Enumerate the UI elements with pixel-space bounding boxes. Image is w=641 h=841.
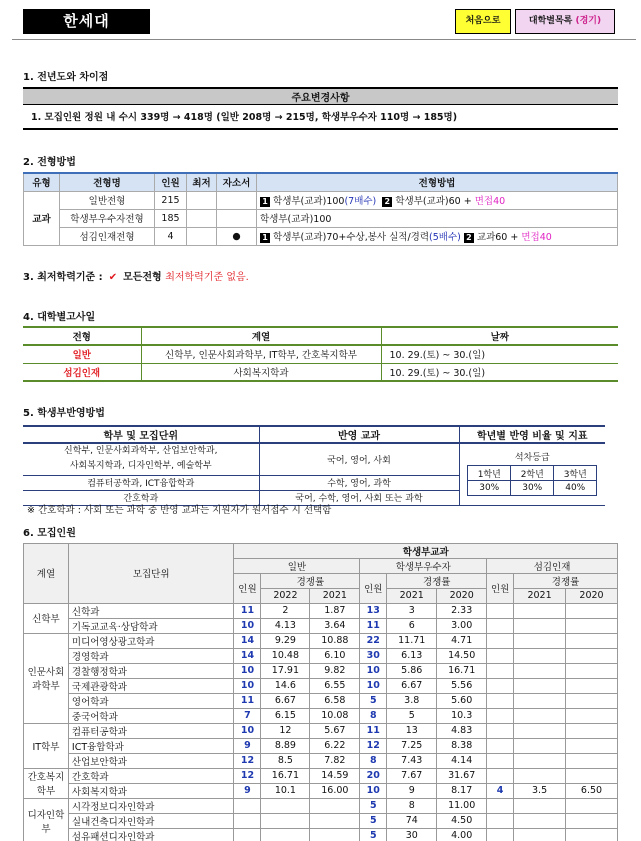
general-competition-2022: 8.5: [261, 753, 310, 768]
department-name: 신학과: [68, 603, 234, 618]
general-count: 10: [234, 678, 261, 693]
serve-count: [487, 798, 514, 813]
serve-competition-2021: [514, 648, 566, 663]
serve-competition-2020: [566, 618, 618, 633]
general-competition-2022: 16.71: [261, 768, 310, 783]
serve-competition-2021: [514, 633, 566, 648]
excellent-count: 12: [360, 738, 387, 753]
general-count: 12: [234, 753, 261, 768]
general-competition-2021: 14.59: [310, 768, 360, 783]
unit-cell: 간호학과: [23, 490, 259, 505]
table-row: [24, 678, 618, 693]
general-count: 10: [234, 618, 261, 633]
header-type: 유형: [24, 173, 60, 191]
serve-competition-2020: [566, 813, 618, 828]
header-year: 2020: [437, 589, 487, 604]
excellent-competition-2021: 7.43: [387, 753, 437, 768]
subjects-cell: 국어, 수학, 영어, 사회 또는 과학: [259, 490, 459, 505]
table-row: [24, 693, 618, 708]
serve-count: [487, 663, 514, 678]
general-count: 14: [234, 648, 261, 663]
year-ratio: 30%: [511, 481, 554, 496]
table-row: [24, 813, 618, 828]
general-competition-2021: 10.88: [310, 633, 360, 648]
changes-content: 1. 모집인원 정원 내 수시 339명 → 418명 (일반 208명 → 215명, 학생부우수자 110명 → 185명): [23, 105, 618, 129]
department-name: 중국어학과: [68, 708, 234, 723]
step-2-badge: 2: [382, 197, 392, 207]
field-group: 신학부: [24, 603, 69, 633]
excellent-competition-2021: 8: [387, 798, 437, 813]
general-competition-2022: 4.13: [261, 618, 310, 633]
section-1-title: 1. 전년도와 차이점: [23, 72, 109, 83]
serve-competition-2021: [514, 753, 566, 768]
header-count: 인원: [155, 173, 187, 191]
excellent-count: 10: [360, 783, 387, 798]
general-competition-2022: 2: [261, 603, 310, 618]
serve-count: 4: [487, 783, 514, 798]
serve-competition-2021: 3.5: [514, 783, 566, 798]
field-group: IT학부: [24, 723, 69, 768]
unit-cell: [23, 443, 259, 475]
general-competition-2021: 1.87: [310, 603, 360, 618]
excellent-count: 11: [360, 618, 387, 633]
serve-count: [487, 648, 514, 663]
serve-competition-2020: [566, 723, 618, 738]
admission-name: 학생부우수자전형: [60, 209, 155, 227]
table-row: [24, 603, 618, 618]
excellent-competition-2020: 3.00: [437, 618, 487, 633]
serve-competition-2020: [566, 738, 618, 753]
excellent-competition-2021: 30: [387, 828, 437, 841]
serve-competition-2020: [566, 678, 618, 693]
minimum-label: 모든전형: [123, 272, 162, 283]
excellent-competition-2020: 5.56: [437, 678, 487, 693]
excellent-competition-2020: 8.38: [437, 738, 487, 753]
department-name: 경영학과: [68, 648, 234, 663]
table-row: [24, 723, 618, 738]
general-competition-2021: 5.67: [310, 723, 360, 738]
serve-competition-2021: [514, 678, 566, 693]
excellent-competition-2020: 31.67: [437, 768, 487, 783]
excellent-count: 13: [360, 603, 387, 618]
header-method: 전형방법: [257, 173, 618, 191]
header-ratio: 학년별 반영 비율 및 지표: [459, 426, 605, 443]
serve-count: [487, 813, 514, 828]
header-year: 2020: [566, 589, 618, 604]
header-competition: 경쟁률: [514, 574, 618, 589]
exam-type: 섬김인재: [23, 363, 141, 381]
record-reflection-table: [23, 425, 605, 506]
section-3: [23, 268, 249, 283]
step-1-badge: 1: [260, 197, 270, 207]
admission-count: 4: [155, 227, 187, 245]
serve-competition-2020: [566, 798, 618, 813]
general-competition-2022: 12: [261, 723, 310, 738]
year-label: 2학년: [511, 466, 554, 481]
department-name: 국제관광학과: [68, 678, 234, 693]
exam-field: 사회복지학과: [141, 363, 381, 381]
general-count: 7: [234, 708, 261, 723]
section-3-title: 3. 최저학력기준 :: [23, 272, 103, 283]
general-count: [234, 828, 261, 841]
table-row: [24, 768, 618, 783]
header-date: 날짜: [381, 327, 618, 345]
header-unit: 학부 및 모집단위: [23, 426, 259, 443]
serve-competition-2020: [566, 708, 618, 723]
step-1-badge: 1: [260, 233, 270, 243]
header-year: 2021: [514, 589, 566, 604]
general-competition-2022: 10.1: [261, 783, 310, 798]
serve-competition-2020: [566, 648, 618, 663]
serve-count: [487, 633, 514, 648]
serve-competition-2021: [514, 618, 566, 633]
excellent-count: 22: [360, 633, 387, 648]
admission-count: 185: [155, 209, 187, 227]
serve-competition-2020: [566, 603, 618, 618]
university-list-button[interactable]: [515, 9, 615, 34]
list-button-label: 대학별목록: [528, 16, 573, 26]
excellent-competition-2021: 5: [387, 708, 437, 723]
excellent-count: 5: [360, 813, 387, 828]
serve-competition-2021: [514, 813, 566, 828]
university-name: 한세대: [23, 9, 150, 34]
general-competition-2021: 7.82: [310, 753, 360, 768]
method-interview: 면접40: [521, 232, 552, 243]
method-step-1-multiplier: (7배수): [344, 196, 377, 207]
header-count: 인원: [487, 574, 514, 604]
header-year: 2022: [261, 589, 310, 604]
general-competition-2022: 6.15: [261, 708, 310, 723]
general-competition-2022: [261, 798, 310, 813]
serve-competition-2020: [566, 828, 618, 841]
table-row: [24, 828, 618, 841]
method-step-1: 학생부(교과)100: [270, 196, 345, 207]
department-name: 경찰행정학과: [68, 663, 234, 678]
serve-count: [487, 603, 514, 618]
serve-competition-2020: [566, 693, 618, 708]
excellent-competition-2020: 4.83: [437, 723, 487, 738]
section-5-title: 5. 학생부반영방법: [23, 408, 105, 419]
department-name: 기독교교육·상담학과: [68, 618, 234, 633]
excellent-competition-2021: 11.71: [387, 633, 437, 648]
excellent-competition-2020: 4.14: [437, 753, 487, 768]
admission-method: 학생부(교과)100: [257, 209, 618, 227]
general-competition-2021: 6.58: [310, 693, 360, 708]
table-row: [24, 753, 618, 768]
field-group: 인문사회과학부: [24, 633, 69, 723]
grade-label: 석차등급: [514, 453, 550, 464]
general-competition-2021: 9.82: [310, 663, 360, 678]
header-unit: 모집단위: [68, 544, 234, 604]
general-competition-2022: 9.29: [261, 633, 310, 648]
general-count: 10: [234, 723, 261, 738]
year-label: 1학년: [468, 466, 511, 481]
general-competition-2021: 6.22: [310, 738, 360, 753]
excellent-count: 10: [360, 663, 387, 678]
header-excellent: 학생부우수자: [360, 559, 487, 574]
general-competition-2021: [310, 813, 360, 828]
serve-count: [487, 828, 514, 841]
header-count: 인원: [234, 574, 261, 604]
admission-essay: [217, 209, 257, 227]
excellent-competition-2020: 4.71: [437, 633, 487, 648]
year-ratio: 30%: [468, 481, 511, 496]
unit-line-2: 사회복지학과, 디자인학부, 예술학부: [69, 461, 212, 472]
section-5-note: ※ 간호학과 : 사회 또는 과학 중 반영 교과는 지원자가 원서접수 시 선택함: [27, 505, 332, 516]
serve-competition-2020: [566, 663, 618, 678]
section-2-title: 2. 전형방법: [23, 157, 76, 168]
method-step-2: 학생부(교과)60 +: [392, 196, 475, 207]
admission-minimum: [187, 191, 217, 209]
excellent-count: 30: [360, 648, 387, 663]
general-competition-2021: 6.55: [310, 678, 360, 693]
header-field: 계열: [24, 544, 69, 604]
table-row: [24, 663, 618, 678]
excellent-competition-2020: 4.50: [437, 813, 487, 828]
serve-count: [487, 693, 514, 708]
general-count: [234, 798, 261, 813]
general-competition-2021: [310, 828, 360, 841]
general-competition-2021: 16.00: [310, 783, 360, 798]
general-competition-2021: 10.08: [310, 708, 360, 723]
department-name: 미디어영상광고학과: [68, 633, 234, 648]
general-competition-2022: [261, 813, 310, 828]
excellent-count: 8: [360, 753, 387, 768]
serve-count: [487, 723, 514, 738]
excellent-competition-2021: 7.25: [387, 738, 437, 753]
method-step-2: 교과60 +: [473, 232, 522, 243]
list-button-region: (경기): [575, 16, 602, 26]
excellent-competition-2020: 11.00: [437, 798, 487, 813]
general-count: [234, 813, 261, 828]
excellent-competition-2021: 9: [387, 783, 437, 798]
excellent-competition-2020: 14.50: [437, 648, 487, 663]
department-name: 영어학과: [68, 693, 234, 708]
admission-name: 섬김인재전형: [60, 227, 155, 245]
serve-count: [487, 753, 514, 768]
admission-method-table: [23, 172, 618, 246]
excellent-count: 11: [360, 723, 387, 738]
year-label: 3학년: [554, 466, 597, 481]
ratio-table: [467, 465, 597, 496]
step-2-badge: 2: [464, 233, 474, 243]
table-row: [24, 618, 618, 633]
changes-header: 주요변경사항: [23, 88, 618, 105]
serve-competition-2020: [566, 633, 618, 648]
serve-competition-2021: [514, 603, 566, 618]
serve-count: [487, 708, 514, 723]
header-count: 인원: [360, 574, 387, 604]
admission-method: [257, 191, 618, 209]
unit-cell: 컴퓨터공학과, ICT융합학과: [23, 475, 259, 490]
header-year: 2021: [310, 589, 360, 604]
header-type: 전형: [23, 327, 141, 345]
header-main: 학생부교과: [234, 544, 618, 559]
exam-date: 10. 29.(토) ~ 30.(일): [381, 345, 618, 363]
method-step-1-multiplier: (5배수): [429, 232, 461, 243]
excellent-count: 5: [360, 693, 387, 708]
field-group: 간호복지학부: [24, 768, 69, 798]
excellent-competition-2021: 7.67: [387, 768, 437, 783]
subjects-cell: 수학, 영어, 과학: [259, 475, 459, 490]
serve-count: [487, 768, 514, 783]
excellent-competition-2020: 8.17: [437, 783, 487, 798]
admission-count: 215: [155, 191, 187, 209]
recruitment-table: [23, 543, 618, 841]
method-step-1: 학생부(교과)70+수상,봉사 실적/경력: [270, 232, 430, 243]
admission-essay: ●: [217, 227, 257, 245]
admission-name: 일반전형: [60, 191, 155, 209]
table-row: [24, 798, 618, 813]
serve-competition-2021: [514, 723, 566, 738]
general-count: 11: [234, 603, 261, 618]
department-name: 사회복지학과: [68, 783, 234, 798]
header-minimum: 최저: [187, 173, 217, 191]
table-row: [24, 633, 618, 648]
header-competition: 경쟁률: [261, 574, 360, 589]
check-icon: ✔: [108, 272, 118, 283]
excellent-count: 8: [360, 708, 387, 723]
excellent-competition-2021: 6.67: [387, 678, 437, 693]
header-year: 2021: [387, 589, 437, 604]
home-button[interactable]: 처음으로: [455, 9, 511, 34]
general-count: 9: [234, 738, 261, 753]
general-competition-2022: 10.48: [261, 648, 310, 663]
general-competition-2021: [310, 798, 360, 813]
general-count: 11: [234, 693, 261, 708]
type-cell: 교과: [24, 191, 60, 245]
excellent-count: 10: [360, 678, 387, 693]
divider: [12, 39, 636, 40]
serve-competition-2021: [514, 663, 566, 678]
department-name: 섬유패션디자인학과: [68, 828, 234, 841]
exam-field: 신학부, 인문사회과학부, IT학부, 간호복지학부: [141, 345, 381, 363]
header-name: 전형명: [60, 173, 155, 191]
method-interview: 면접40: [474, 196, 506, 207]
general-count: 10: [234, 663, 261, 678]
general-competition-2022: 6.67: [261, 693, 310, 708]
excellent-competition-2021: 74: [387, 813, 437, 828]
serve-count: [487, 738, 514, 753]
field-group: 디자인학부: [24, 798, 69, 841]
admission-minimum: [187, 209, 217, 227]
table-row: [24, 783, 618, 798]
excellent-competition-2020: 5.60: [437, 693, 487, 708]
general-count: 12: [234, 768, 261, 783]
excellent-count: 20: [360, 768, 387, 783]
unit-line-1: 신학부, 인문사회과학부, 산업보안학과,: [64, 446, 218, 457]
excellent-competition-2021: 13: [387, 723, 437, 738]
excellent-competition-2021: 6: [387, 618, 437, 633]
recruitment-body: [24, 603, 618, 841]
excellent-competition-2020: 10.3: [437, 708, 487, 723]
changes-table: [23, 87, 618, 130]
header-general: 일반: [234, 559, 360, 574]
department-name: 시각정보디자인학과: [68, 798, 234, 813]
department-name: 산업보안학과: [68, 753, 234, 768]
general-competition-2022: 17.91: [261, 663, 310, 678]
excellent-competition-2021: 3.8: [387, 693, 437, 708]
excellent-count: 5: [360, 828, 387, 841]
serve-competition-2021: [514, 798, 566, 813]
excellent-competition-2020: 2.33: [437, 603, 487, 618]
serve-count: [487, 678, 514, 693]
exam-date: 10. 29.(토) ~ 30.(일): [381, 363, 618, 381]
section-6-title: 6. 모집인원: [23, 528, 76, 539]
admission-minimum: [187, 227, 217, 245]
general-competition-2021: 3.64: [310, 618, 360, 633]
serve-competition-2021: [514, 828, 566, 841]
section-4-title: 4. 대학별고사일: [23, 312, 96, 323]
serve-competition-2020: [566, 768, 618, 783]
year-ratio: 40%: [554, 481, 597, 496]
serve-competition-2020: 6.50: [566, 783, 618, 798]
header-field: 계열: [141, 327, 381, 345]
table-row: [24, 708, 618, 723]
subjects-cell: 국어, 영어, 사회: [259, 443, 459, 475]
excellent-count: 5: [360, 798, 387, 813]
exam-date-table: [23, 326, 618, 382]
excellent-competition-2021: 6.13: [387, 648, 437, 663]
serve-competition-2021: [514, 768, 566, 783]
top-bar: [0, 0, 641, 40]
general-count: 14: [234, 633, 261, 648]
department-name: ICT융합학과: [68, 738, 234, 753]
header-essay: 자소서: [217, 173, 257, 191]
header-subjects: 반영 교과: [259, 426, 459, 443]
general-competition-2021: 6.10: [310, 648, 360, 663]
admission-essay: [217, 191, 257, 209]
table-row: [24, 738, 618, 753]
header-serve: 섬김인재: [487, 559, 618, 574]
excellent-competition-2021: 3: [387, 603, 437, 618]
serve-competition-2021: [514, 708, 566, 723]
general-competition-2022: 14.6: [261, 678, 310, 693]
serve-count: [487, 618, 514, 633]
excellent-competition-2020: 16.71: [437, 663, 487, 678]
header-competition: 경쟁률: [387, 574, 487, 589]
serve-competition-2020: [566, 753, 618, 768]
general-competition-2022: 8.89: [261, 738, 310, 753]
admission-method: [257, 227, 618, 245]
excellent-competition-2021: 5.86: [387, 663, 437, 678]
minimum-value: 최저학력기준 없음.: [165, 272, 249, 283]
ratio-cell: [459, 443, 605, 505]
table-row: [24, 648, 618, 663]
department-name: 실내건축디자인학과: [68, 813, 234, 828]
department-name: 컴퓨터공학과: [68, 723, 234, 738]
department-name: 간호학과: [68, 768, 234, 783]
exam-type: 일반: [23, 345, 141, 363]
serve-competition-2021: [514, 738, 566, 753]
general-count: 9: [234, 783, 261, 798]
general-competition-2022: [261, 828, 310, 841]
excellent-competition-2020: 4.00: [437, 828, 487, 841]
serve-competition-2021: [514, 693, 566, 708]
